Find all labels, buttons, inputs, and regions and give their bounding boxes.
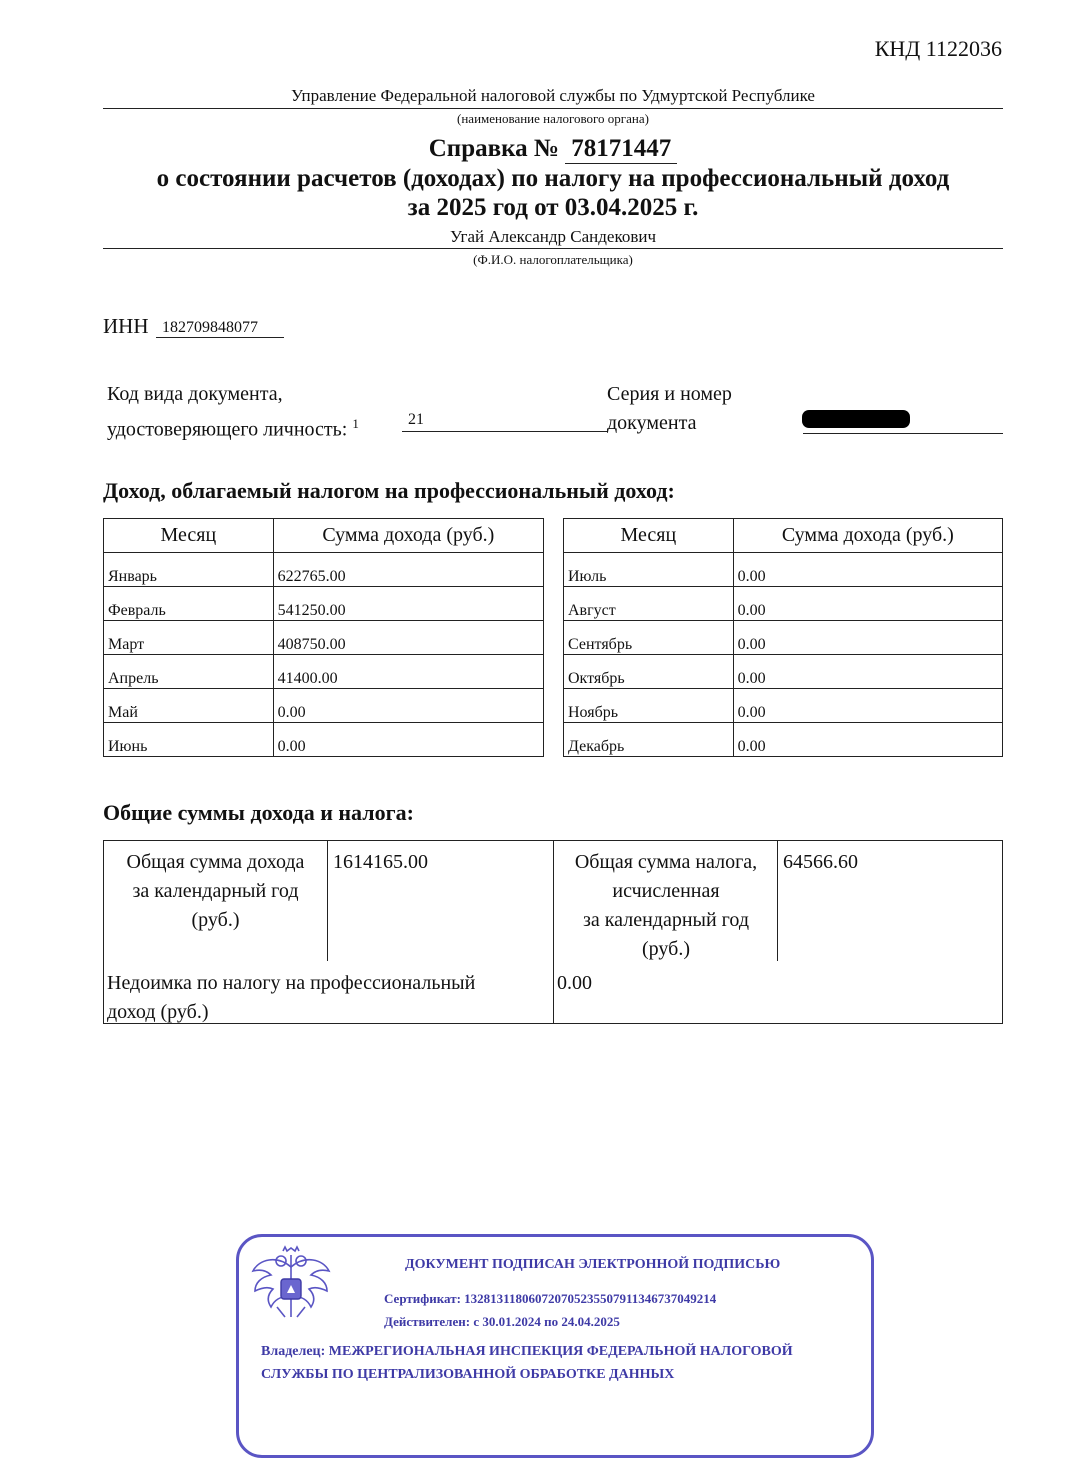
inn-value: 182709848077 xyxy=(156,319,284,338)
income-table-header xyxy=(564,519,1003,553)
totals-table xyxy=(103,840,1003,1024)
doc-type-label-line1: Код вида документа, xyxy=(107,383,283,405)
doc-type-code: 21 xyxy=(402,411,608,432)
amount-cell: 0.00 xyxy=(733,621,1002,655)
month-cell: Июнь xyxy=(104,723,274,757)
table-row xyxy=(564,621,1003,655)
total-tax-label xyxy=(559,848,773,964)
col-amount: Сумма дохода (руб.) xyxy=(733,519,1002,553)
income-section-title: Доход, облагаемый налогом на профессиональный доход: xyxy=(103,478,675,503)
table-row xyxy=(104,655,544,689)
tax-authority-caption: (наименование налогового органа) xyxy=(457,111,649,126)
totals-divider xyxy=(553,841,554,1024)
amount-cell: 0.00 xyxy=(733,587,1002,621)
stamp-heading: ДОКУМЕНТ ПОДПИСАН ЭЛЕКТРОННОЙ ПОДПИСЬЮ xyxy=(405,1257,781,1272)
certificate-number: 78171447 xyxy=(565,135,677,164)
table-row xyxy=(104,723,544,757)
total-tax-value: 64566.60 xyxy=(783,851,858,873)
table-row xyxy=(104,621,544,655)
certificate-title xyxy=(103,135,1003,164)
table-row xyxy=(564,553,1003,587)
table-row xyxy=(564,689,1003,723)
amount-cell: 622765.00 xyxy=(273,553,543,587)
arrears-label xyxy=(107,969,475,1027)
series-label-line1: Серия и номер xyxy=(607,383,732,405)
total-tax-label-line: исчисленная xyxy=(612,880,720,902)
doc-type-label xyxy=(107,380,359,445)
inn-label: ИНН xyxy=(103,314,149,338)
doc-type-footnote: 1 xyxy=(352,416,359,431)
income-table-header xyxy=(104,519,544,553)
month-cell: Март xyxy=(104,621,274,655)
total-tax-label-line: Общая сумма налога, xyxy=(574,851,758,873)
month-cell: Май xyxy=(104,689,274,723)
month-cell: Ноябрь xyxy=(564,689,734,723)
table-row xyxy=(104,587,544,621)
stamp-validity: Действителен: с 30.01.2024 по 24.04.2025 xyxy=(384,1314,620,1329)
taxpayer-name: Угай Александр Сандекович xyxy=(449,227,657,246)
total-tax-label-line: (руб.) xyxy=(642,938,690,960)
col-amount: Сумма дохода (руб.) xyxy=(273,519,543,553)
series-label-line2: документа xyxy=(607,412,697,434)
doc-type-label-line2 xyxy=(107,409,359,445)
month-cell: Июль xyxy=(564,553,734,587)
total-income-value: 1614165.00 xyxy=(333,851,428,873)
amount-cell: 408750.00 xyxy=(273,621,543,655)
total-income-label-line: Общая сумма дохода xyxy=(126,851,305,873)
month-cell: Сентябрь xyxy=(564,621,734,655)
amount-cell: 0.00 xyxy=(733,655,1002,689)
income-table-right xyxy=(563,518,1003,757)
totals-section-title: Общие суммы дохода и налога: xyxy=(103,800,414,825)
month-cell: Октябрь xyxy=(564,655,734,689)
title-subject: о состоянии расчетов (доходах) по налогу на профессиональный доход xyxy=(156,165,950,192)
month-cell: Август xyxy=(564,587,734,621)
title-period: за 2025 год от 03.04.2025 г. xyxy=(407,194,699,221)
income-table-left xyxy=(103,518,544,757)
stamp-certificate: Сертификат: 1328131180607207052355079113467370492​14 xyxy=(384,1291,717,1306)
series-rule xyxy=(803,433,1003,434)
redacted-document-number xyxy=(802,410,910,428)
month-cell: Февраль xyxy=(104,587,274,621)
series-label xyxy=(607,380,732,438)
amount-cell: 0.00 xyxy=(273,723,543,757)
stamp-owner-line1: Владелец: МЕЖРЕГИОНАЛЬНАЯ ИНСПЕКЦИЯ ФЕДЕРАЛЬНОЙ НАЛОГОВОЙ xyxy=(261,1344,793,1359)
arrears-label-line: Недоимка по налогу на профессиональный xyxy=(107,972,476,994)
coat-of-arms-icon xyxy=(247,1245,335,1325)
totals-divider xyxy=(327,841,328,961)
title-prefix: Справка № xyxy=(428,135,559,162)
doc-type-label-text: удостоверяющего личность: xyxy=(107,418,348,441)
stamp-owner-line2: СЛУЖБЫ ПО ЦЕНТРАЛИЗОВАННОЙ ОБРАБОТКЕ ДАННЫХ xyxy=(261,1367,675,1382)
col-month: Месяц xyxy=(564,519,734,553)
table-row xyxy=(564,655,1003,689)
taxpayer-caption: (Ф.И.О. налогоплательщика) xyxy=(473,252,633,267)
amount-cell: 0.00 xyxy=(733,723,1002,757)
arrears-label-line: доход (руб.) xyxy=(107,1001,209,1023)
table-row xyxy=(564,587,1003,621)
tax-authority-rule xyxy=(103,108,1003,109)
total-tax-label-line: за календарный год xyxy=(582,909,749,931)
form-code: КНД 1122036 xyxy=(874,36,1002,61)
amount-cell: 0.00 xyxy=(733,689,1002,723)
month-cell: Апрель xyxy=(104,655,274,689)
totals-divider xyxy=(777,841,778,961)
electronic-signature-stamp xyxy=(236,1234,874,1458)
total-income-label xyxy=(104,848,327,935)
amount-cell: 541250.00 xyxy=(273,587,543,621)
amount-cell: 41400.00 xyxy=(273,655,543,689)
total-income-label-line: (руб.) xyxy=(191,909,240,931)
table-row xyxy=(104,689,544,723)
month-cell: Январь xyxy=(104,553,274,587)
total-income-label-line: за календарный год xyxy=(132,880,299,902)
amount-cell: 0.00 xyxy=(733,553,1002,587)
taxpayer-rule xyxy=(103,248,1003,249)
table-row xyxy=(564,723,1003,757)
tax-authority-name: Управление Федеральной налоговой службы по Удмуртской Республике xyxy=(291,86,815,105)
amount-cell: 0.00 xyxy=(273,689,543,723)
month-cell: Декабрь xyxy=(564,723,734,757)
col-month: Месяц xyxy=(104,519,274,553)
table-row xyxy=(104,553,544,587)
arrears-value: 0.00 xyxy=(557,972,592,994)
